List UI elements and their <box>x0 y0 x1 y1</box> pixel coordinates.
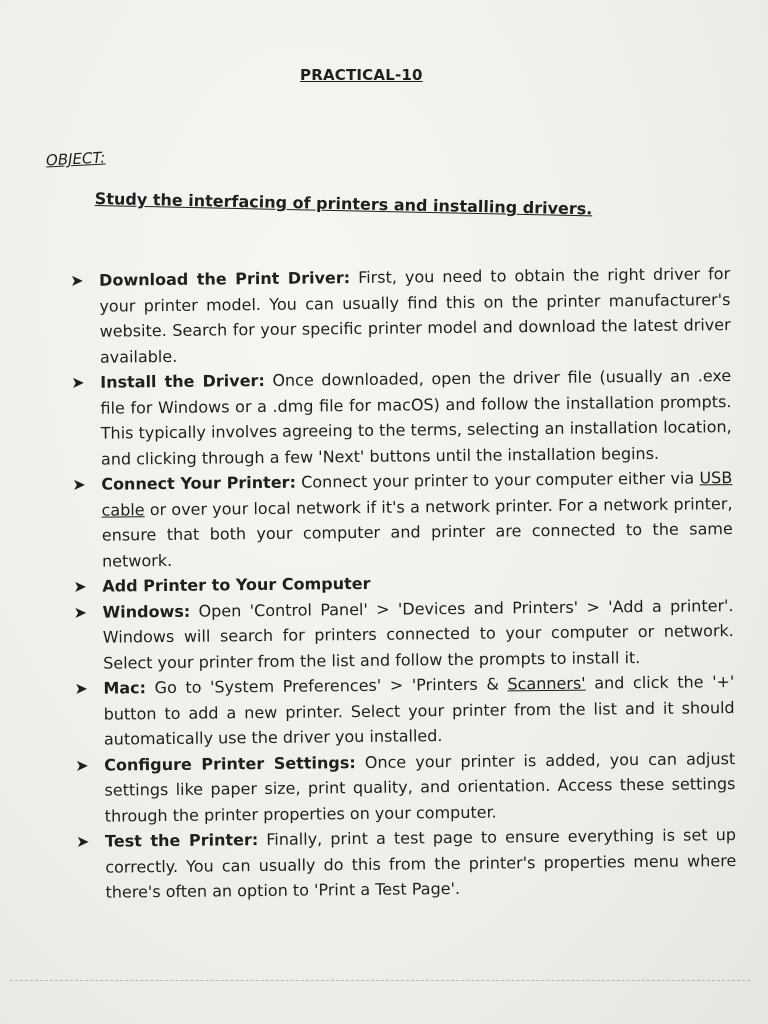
item-heading: Configure Printer Settings: <box>104 752 356 775</box>
arrow-bullet-icon: ➤ <box>74 678 88 698</box>
list-item-configure-settings <box>75 746 736 829</box>
arrow-bullet-icon: ➤ <box>73 576 87 596</box>
underlined-text: USB cable <box>101 468 733 520</box>
steps-list <box>70 261 737 905</box>
arrow-bullet-icon: ➤ <box>75 755 89 775</box>
item-body-part-a: Connect your printer to your computer either via <box>295 468 700 492</box>
item-body-part-b: or over your local network if it's a network printer. For a network printer, ensure that both your computer and printer are connected to the same network. <box>101 493 733 571</box>
item-body: Once your printer is added, you can adjust settings like paper size, print quality, and orientation. Access these settings through the printer properties on your computer. <box>104 748 736 826</box>
object-text: Study the interfacing of printers and installing drivers. <box>94 189 593 219</box>
item-body-part-a: Go to 'System Preferences' > 'Printers & <box>145 674 508 698</box>
arrow-bullet-icon: ➤ <box>71 372 85 392</box>
page-bottom-rule <box>10 980 750 981</box>
arrow-bullet-icon: ➤ <box>75 831 90 851</box>
list-item-test-printer <box>76 822 737 905</box>
object-label: OBJECT: <box>45 148 106 170</box>
item-body: Finally, print a test page to ensure everything is set up correctly. You can usually do this from the printer's properties menu where there's often an option to 'Print a Test Page'. <box>105 825 737 902</box>
list-item-connect-printer <box>72 465 733 574</box>
list-item-download-driver <box>70 261 731 370</box>
item-heading: Add Printer to Your Computer <box>102 573 371 596</box>
list-item-install-driver <box>71 363 732 472</box>
list-item-windows <box>73 593 734 676</box>
arrow-bullet-icon: ➤ <box>70 270 84 290</box>
item-body: Once downloaded, open the driver file (usually an .exe file for Windows or a .dmg file for macOS) and follow the installation prompts. This typically involves agreeing to the terms, selecting an installation location, and clicking through a few 'Next' buttons until the installation begins. <box>100 366 732 469</box>
item-body-part-b: and click the '+' button to add a new printer. Select your printer from the list and it should automatically use the driver you installed. <box>103 672 735 749</box>
item-heading: Mac: <box>103 678 147 698</box>
item-heading: Windows: <box>102 601 191 622</box>
list-item-mac <box>74 669 735 752</box>
arrow-bullet-icon: ➤ <box>72 474 86 494</box>
underlined-text: Scanners' <box>507 673 586 694</box>
item-heading: Download the Print Driver: <box>99 268 351 290</box>
item-body: Open 'Control Panel' > 'Devices and Printers' > 'Add a printer'. Windows will search for printers connected to your computer or network. Select your printer from the list and follow the prompts to install it. <box>102 595 734 673</box>
page-title: PRACTICAL-10 <box>300 66 423 84</box>
item-heading: Test the Printer: <box>104 830 259 851</box>
item-body: First, you need to obtain the right driver for your printer model. You can usually find this on the printer manufacturer's website. Search for your specific printer model and download the latest driver available. <box>99 264 731 367</box>
item-heading: Connect Your Printer: <box>101 472 297 494</box>
item-heading: Install the Driver: <box>100 370 265 392</box>
arrow-bullet-icon: ➤ <box>73 602 88 622</box>
